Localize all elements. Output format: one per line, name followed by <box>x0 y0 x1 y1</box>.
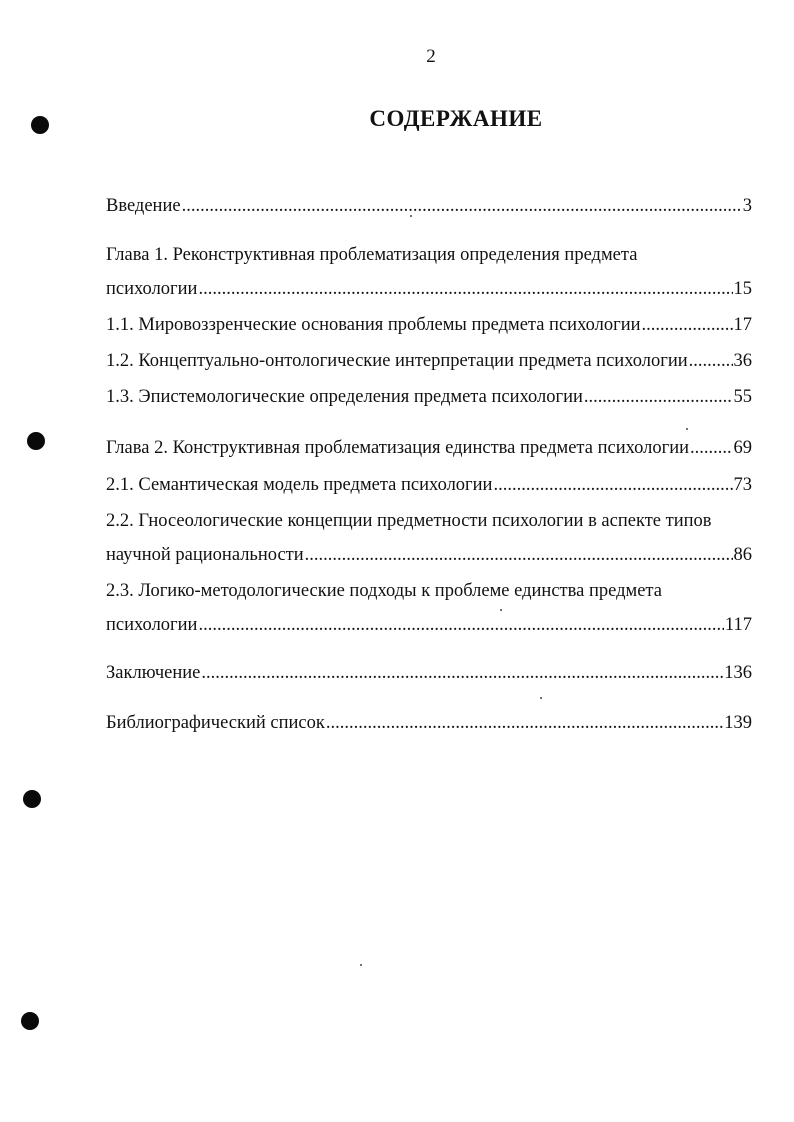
punch-hole-4 <box>21 1012 39 1030</box>
toc-entry-title: научной рациональности <box>106 545 304 565</box>
toc-entry-chapter-1[interactable] <box>106 238 752 306</box>
toc-entry-page: 117 <box>724 615 752 635</box>
toc-entry-chapter-2[interactable] <box>106 431 752 465</box>
toc-leader-dots <box>201 656 723 690</box>
toc-entry-title: Введение <box>106 196 181 216</box>
toc-entry-introduction[interactable] <box>106 189 752 223</box>
toc-leader-dots <box>182 189 742 223</box>
toc-entry-section-2-1[interactable] <box>106 468 752 502</box>
speck <box>360 964 362 966</box>
speck <box>686 428 688 430</box>
page-number: 2 <box>426 46 436 67</box>
punch-hole-2 <box>27 432 45 450</box>
toc-entry-page: 3 <box>742 196 752 216</box>
toc-leader-dots <box>198 608 723 642</box>
toc-entry-conclusion[interactable] <box>106 656 752 690</box>
toc-leader-dots <box>198 272 732 306</box>
toc-leader-dots <box>326 706 723 740</box>
page-title: СОДЕРЖАНИЕ <box>369 106 543 131</box>
toc-entry-title: Глава 2. Конструктивная проблематизация единства предмета психологии <box>106 438 690 458</box>
toc-leader-dots <box>305 538 733 572</box>
toc-entry-section-1-3[interactable] <box>106 380 752 414</box>
punch-hole-3 <box>23 790 41 808</box>
toc-leader-dots <box>493 468 732 502</box>
toc-entry-title-line1: Глава 1. Реконструктивная проблематизация определения предмета <box>106 245 638 265</box>
toc-entry-page: 86 <box>733 545 752 565</box>
toc-entry-section-1-2[interactable] <box>106 344 752 378</box>
toc-entry-title-line1: 2.3. Логико-методологические подходы к проблеме единства предмета <box>106 581 662 601</box>
toc-entry-title: 1.1. Мировоззренческие основания проблемы предмета психологии <box>106 315 641 335</box>
toc-leader-dots <box>584 380 733 414</box>
toc-entry-page: 36 <box>733 351 752 371</box>
toc-entry-title: 1.3. Эпистемологические определения предмета психологии <box>106 387 583 407</box>
toc-entry-page: 136 <box>724 663 752 683</box>
toc-leader-dots <box>690 431 732 465</box>
toc-entry-bibliography[interactable] <box>106 706 752 740</box>
toc-entry-page: 139 <box>724 713 752 733</box>
toc-entry-page: 15 <box>733 279 752 299</box>
toc-entry-title: Библиографический список <box>106 713 325 733</box>
toc-entry-title: психологии <box>106 615 198 635</box>
toc-entry-title: Заключение <box>106 663 201 683</box>
toc-entry-page: 69 <box>733 438 752 458</box>
toc-entry-title-line1: 2.2. Гносеологические концепции предметности психологии в аспекте типов <box>106 511 712 531</box>
toc-entry-section-1-1[interactable] <box>106 308 752 342</box>
speck <box>540 697 542 699</box>
toc-entry-section-2-2[interactable] <box>106 504 752 572</box>
toc-entry-title: психологии <box>106 279 198 299</box>
toc-entry-title: 2.1. Семантическая модель предмета психологии <box>106 475 493 495</box>
toc-entry-page: 55 <box>733 387 752 407</box>
punch-hole-1 <box>31 116 49 134</box>
toc-entry-section-2-3[interactable] <box>106 574 752 642</box>
toc-entry-page: 73 <box>733 475 752 495</box>
toc-leader-dots <box>689 344 733 378</box>
toc-leader-dots <box>642 308 733 342</box>
toc-entry-title: 1.2. Концептуально-онтологические интерпретации предмета психологии <box>106 351 688 371</box>
toc-entry-page: 17 <box>733 315 752 335</box>
